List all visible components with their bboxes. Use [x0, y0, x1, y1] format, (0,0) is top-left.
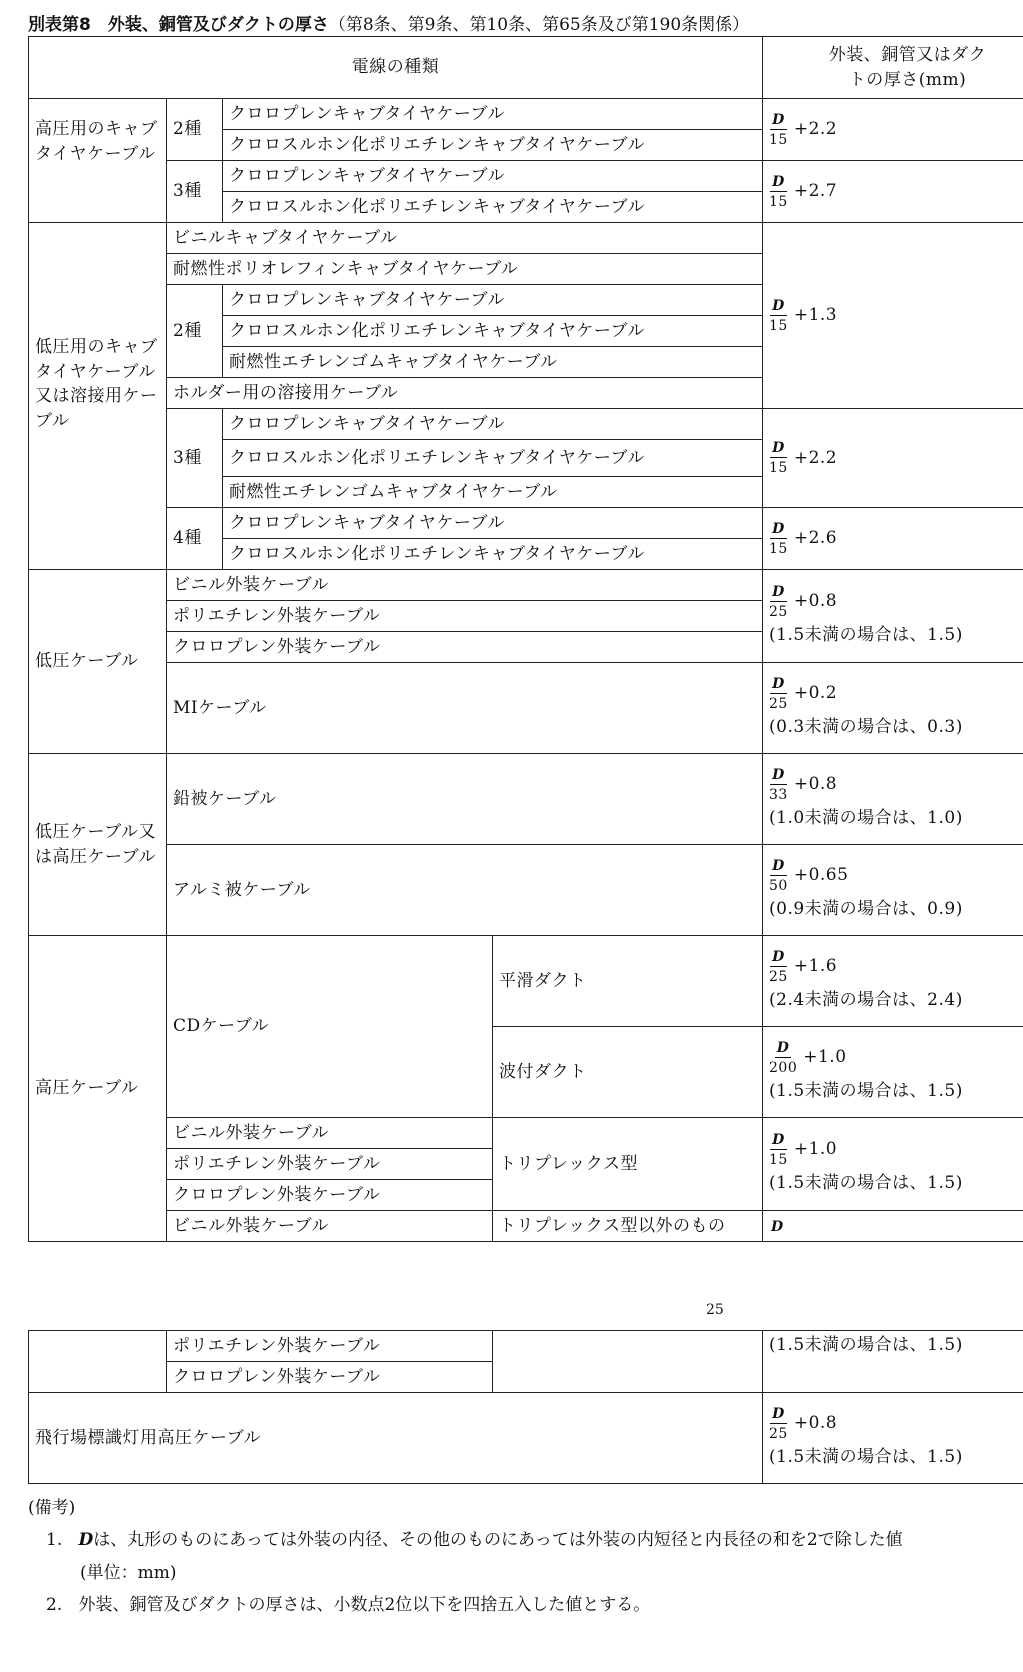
table-row [29, 936, 1023, 1027]
cable-name: クロロスルホン化ポリエチレンキャブタイヤケーブル [223, 440, 763, 477]
cable-name: 鉛被ケーブル [167, 754, 763, 845]
thickness-formula: $\frac{D}{200}$ +1.0 (1.5未満の場合は、1.5) [763, 1027, 1023, 1118]
class-3: 3種 [167, 409, 223, 508]
cable-name: ビニル外装ケーブル [167, 1211, 493, 1242]
cable-name: クロロプレン外装ケーブル [167, 632, 763, 663]
cable-name: クロロプレンキャブタイヤケーブル [223, 99, 763, 130]
table-row [29, 1331, 1023, 1362]
page-title [28, 10, 749, 35]
cable-name: アルミ被ケーブル [167, 845, 763, 936]
cable-name: 耐燃性ポリオレフィンキャブタイヤケーブル [167, 254, 763, 285]
cable-name: ビニルキャブタイヤケーブル [167, 223, 763, 254]
class-3: 3種 [167, 161, 223, 223]
thickness-formula: $\frac{D}{15}$ +2.7 [763, 161, 1023, 223]
cable-name: 耐燃性エチレンゴムキャブタイヤケーブル [223, 477, 763, 508]
group-label-highvoltage-cabtyre: 高圧用のキャブタイヤケーブル [29, 99, 167, 223]
thickness-formula: D [763, 1211, 1023, 1242]
thickness-table-continued [28, 1330, 1023, 1484]
thickness-formula: $\frac{D}{15}$ +2.2 [763, 409, 1023, 508]
group-label-continued [29, 1331, 167, 1393]
thickness-formula: $\frac{D}{15}$ +1.3 [763, 223, 1023, 409]
cable-name: MIケーブル [167, 663, 763, 754]
thickness-formula: $\frac{D}{15}$ +1.0 (1.5未満の場合は、1.5) [763, 1118, 1023, 1211]
cable-name: クロロプレンキャブタイヤケーブル [223, 508, 763, 539]
thickness-formula: $\frac{D}{25}$ +0.2 (0.3未満の場合は、0.3) [763, 663, 1023, 754]
remark-1-unit: (単位：mm) [80, 1562, 177, 1583]
table-row [29, 508, 1023, 539]
cable-name: CDケーブル [167, 936, 493, 1118]
title-heading: 別表第8 外装、銅管及びダクトの厚さ [28, 15, 329, 35]
cable-name: ポリエチレン外装ケーブル [167, 601, 763, 632]
cable-name: クロロスルホン化ポリエチレンキャブタイヤケーブル [223, 539, 763, 570]
cable-name: クロロスルホン化ポリエチレンキャブタイヤケーブル [223, 192, 763, 223]
cable-name: クロロプレンキャブタイヤケーブル [223, 285, 763, 316]
class-4: 4種 [167, 508, 223, 570]
page-break-denominator: 25 [706, 1302, 724, 1318]
table-row [29, 663, 1023, 754]
remark-2: 2. 外装、銅管及びダクトの厚さは、小数点2位以下を四捨五入した値とする。 [46, 1594, 651, 1615]
cable-name: ビニル外装ケーブル [167, 1118, 493, 1149]
thickness-note: (1.5未満の場合は、1.5) [763, 1331, 1023, 1393]
thickness-formula: $\frac{D}{50}$ +0.65 (0.9未満の場合は、0.9) [763, 845, 1023, 936]
header-thickness: 外装、銅管又はダクトの厚さ(mm) [763, 37, 1023, 99]
table-row [29, 161, 1023, 192]
thickness-table [28, 36, 1023, 1242]
remarks-heading: (備考) [28, 1498, 76, 1518]
sheath-type-continued [493, 1331, 763, 1393]
cable-name: クロロスルホン化ポリエチレンキャブタイヤケーブル [223, 130, 763, 161]
thickness-formula: $\frac{D}{15}$ +2.6 [763, 508, 1023, 570]
table-row [29, 99, 1023, 130]
cable-name: クロロプレンキャブタイヤケーブル [223, 409, 763, 440]
class-2: 2種 [167, 99, 223, 161]
cable-name: クロロプレン外装ケーブル [167, 1362, 493, 1393]
cable-name: クロロスルホン化ポリエチレンキャブタイヤケーブル [223, 316, 763, 347]
table-header-row [29, 37, 1023, 99]
table-row [29, 845, 1023, 936]
cable-name: ホルダー用の溶接用ケーブル [167, 378, 763, 409]
table-row [29, 1118, 1023, 1149]
table-row [29, 754, 1023, 845]
remark-1: 1. Dは、丸形のものにあっては外装の内径、その他のものにあっては外装の内短径と内長径の和を2で除した値 [46, 1530, 903, 1551]
header-cable-kind: 電線の種類 [29, 37, 763, 99]
thickness-formula: $\frac{D}{33}$ +0.8 (1.0未満の場合は、1.0) [763, 754, 1023, 845]
sheath-type: トリプレックス型以外のもの [493, 1211, 763, 1242]
remarks [28, 1492, 1018, 1621]
class-2: 2種 [167, 285, 223, 378]
cable-name: ポリエチレン外装ケーブル [167, 1149, 493, 1180]
table-row [29, 570, 1023, 601]
sheath-type: トリプレックス型 [493, 1118, 763, 1211]
thickness-formula: $\frac{D}{25}$ +1.6 (2.4未満の場合は、2.4) [763, 936, 1023, 1027]
cable-name: 耐燃性エチレンゴムキャブタイヤケーブル [223, 347, 763, 378]
cable-name: クロロプレンキャブタイヤケーブル [223, 161, 763, 192]
group-label-airfield-light-cable: 飛行場標識灯用高圧ケーブル [29, 1393, 763, 1484]
duct-type: 波付ダクト [493, 1027, 763, 1118]
group-label-highvoltage-cable: 高圧ケーブル [29, 936, 167, 1242]
group-label-lowvoltage-cable: 低圧ケーブル [29, 570, 167, 754]
cable-name: クロロプレン外装ケーブル [167, 1180, 493, 1211]
group-label-lowvoltage-cabtyre-welding: 低圧用のキャブタイヤケーブル又は溶接用ケーブル [29, 223, 167, 570]
thickness-formula: $\frac{D}{25}$ +0.8 (1.5未満の場合は、1.5) [763, 570, 1023, 663]
thickness-formula: $\frac{D}{25}$ +0.8 (1.5未満の場合は、1.5) [763, 1393, 1023, 1484]
thickness-formula: $\frac{D}{15}$ +2.2 [763, 99, 1023, 161]
cable-name: ビニル外装ケーブル [167, 570, 763, 601]
table-row [29, 1393, 1023, 1484]
group-label-low-or-high-voltage: 低圧ケーブル又は高圧ケーブル [29, 754, 167, 936]
title-reference: （第8条、第9条、第10条、第65条及び第190条関係） [328, 15, 750, 35]
table-row [29, 1211, 1023, 1242]
table-row [29, 409, 1023, 440]
table-row [29, 223, 1023, 254]
duct-type: 平滑ダクト [493, 936, 763, 1027]
cable-name: ポリエチレン外装ケーブル [167, 1331, 493, 1362]
